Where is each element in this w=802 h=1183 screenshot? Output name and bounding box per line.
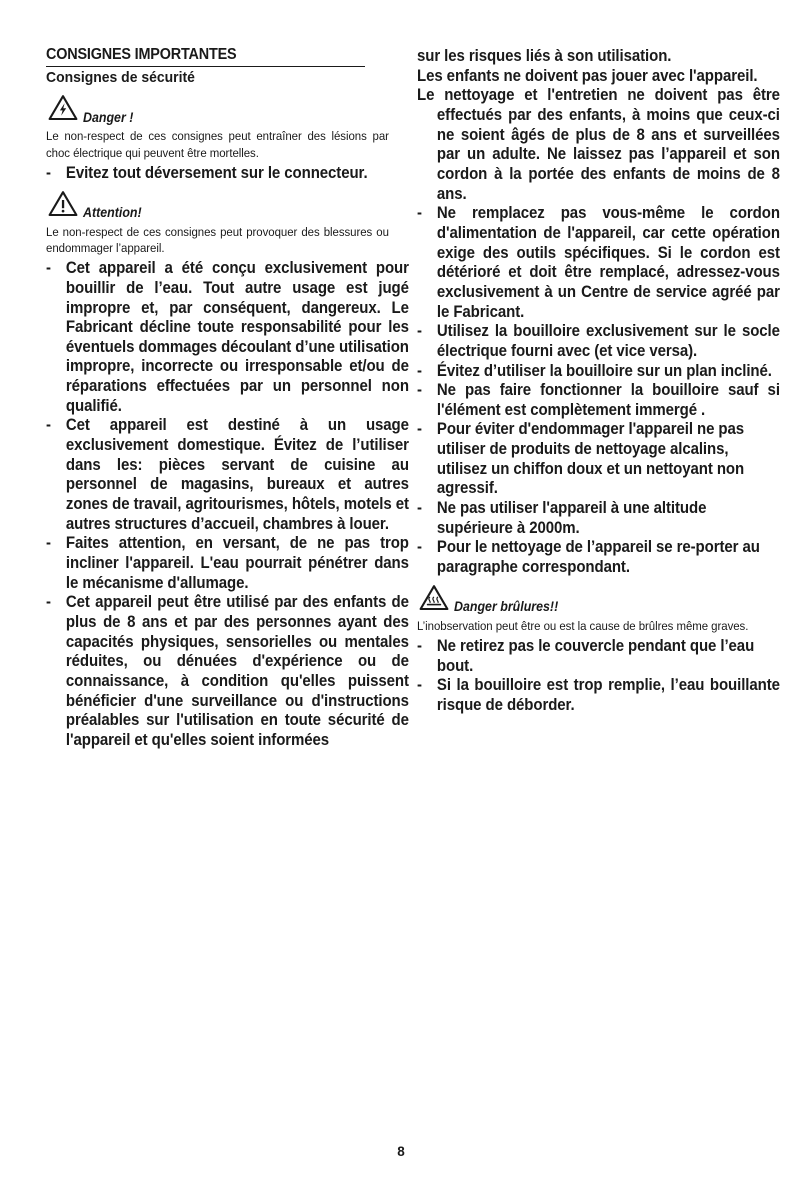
- list-bullet-dash: -: [46, 415, 51, 435]
- danger-instruction-list: [46, 163, 389, 183]
- list-bullet-dash: -: [417, 321, 422, 341]
- attention-warning-header: [48, 192, 389, 222]
- list-item: [417, 498, 780, 537]
- list-item: [46, 415, 409, 533]
- list-item: [46, 533, 409, 592]
- list-item: [46, 258, 409, 415]
- continuation-line: sur les risques liés à son utilisation.: [417, 46, 672, 65]
- page-title: CONSIGNES IMPORTANTES: [46, 46, 365, 67]
- danger-warning-header: [48, 96, 389, 126]
- warning-triangle-electric-shock-icon: [48, 94, 78, 126]
- warning-triangle-hot-surface-icon: [419, 584, 449, 616]
- list-item-text: Pour le nettoyage de l’appareil se re-porter au paragraphe correspondant.: [436, 537, 760, 577]
- list-bullet-dash: -: [417, 537, 422, 557]
- burns-warning-label: Danger brûlures!!: [454, 599, 559, 615]
- list-item-text: Ne pas faire fonctionner la bouilloire sauf si l'élément est complètement immergé .: [436, 380, 780, 419]
- burns-warning-text: L’inobservation peut être ou est la cause de brûlres même graves.: [417, 618, 749, 633]
- list-item-text: Pour éviter d'endommager l'appareil ne pas utiliser de produits de nettoyage alcalins, utilisez un chiffon doux et un nettoyant non agressif.: [436, 419, 745, 498]
- list-item-text: Ne remplacez pas vous-même le cordon d'alimentation de l'appareil, car cette opération exige des outils spécifiques. Si le cordon est détérioré et doit être remplacé, adressez-vous exclusivement à un Centre de service agréé par le Fabricant.: [436, 203, 780, 321]
- list-bullet-dash: -: [417, 498, 422, 518]
- list-item: [417, 361, 780, 381]
- list-item-text: Si la bouilloire est trop remplie, l’eau bouillante risque de déborder.: [436, 675, 780, 715]
- continuation-text: [417, 46, 780, 66]
- list-bullet-dash: -: [417, 419, 422, 439]
- right-continuation-list: [417, 46, 780, 577]
- list-item-text: Evitez tout déversement sur le connecteur.: [65, 162, 368, 182]
- left-column: [46, 46, 409, 1106]
- two-column-body: [46, 46, 780, 1106]
- burns-instruction-list: [417, 636, 780, 715]
- list-bullet-dash: -: [417, 380, 422, 400]
- list-item: [417, 203, 780, 321]
- attention-warning-label: Attention!: [83, 205, 142, 220]
- list-item-text: Le nettoyage et l'entretien ne doivent pas être effectués par des enfants, à moins que ceux-ci ne soient âgés de plus de 8 ans et surveillées par un adulte. Ne laissez pas l’appareil et son cordon à la portée des enfants de moins de 8 ans.: [417, 85, 780, 203]
- list-item: [417, 380, 780, 419]
- list-bullet-dash: -: [417, 203, 422, 223]
- list-bullet-dash: -: [46, 258, 51, 278]
- page-subtitle: Consignes de sécurité: [46, 69, 195, 87]
- warning-triangle-exclamation-icon: [48, 190, 78, 222]
- list-item: [417, 321, 780, 360]
- list-item-text: Évitez d’utiliser la bouilloire sur un plan incliné.: [436, 360, 772, 380]
- list-item: [46, 592, 409, 749]
- list-bullet-dash: -: [46, 533, 51, 553]
- list-item-text: Ne retirez pas le couvercle pendant que l’eau bout.: [436, 636, 755, 675]
- danger-warning-text: Le non-respect de ces consignes peut entraîner des lésions par choc électrique qui peuvent être mortelles.: [46, 129, 389, 160]
- list-item: [417, 636, 780, 675]
- attention-warning-text: Le non-respect de ces consignes peut provoquer des blessures ou endommager l’appareil.: [46, 224, 389, 255]
- danger-warning-label: Danger !: [83, 109, 134, 125]
- list-bullet-dash: -: [46, 592, 51, 612]
- list-item: [46, 163, 409, 183]
- list-item-text: Cet appareil est destiné à un usage exclusivement domestique. Évitez de l’utiliser dans les: pièces servant de cuisine au personnel de magasins, bureaux et autres zones de travail, agritourismes, hôtels, motels et autres structures d’accueil, chambres à louer.: [65, 415, 409, 533]
- list-item: [417, 675, 780, 714]
- list-item: [417, 537, 780, 576]
- list-item: [417, 66, 780, 86]
- list-bullet-dash: -: [417, 360, 422, 380]
- list-item: [417, 85, 780, 203]
- page-number: 8: [397, 1144, 405, 1159]
- list-bullet-dash: -: [417, 675, 422, 695]
- burns-warning-header: [419, 586, 760, 616]
- list-item: [417, 419, 780, 498]
- list-bullet-dash: -: [417, 636, 422, 656]
- list-item-text: Faites attention, en versant, de ne pas trop incliner l'appareil. L'eau pourrait pénétrer dans le mécanisme d'allumage.: [65, 533, 409, 592]
- list-bullet-dash: -: [46, 162, 51, 182]
- attention-instruction-list: [46, 258, 409, 749]
- list-item-text: Ne pas utiliser l'appareil à une altitude supérieure à 2000m.: [436, 498, 707, 537]
- list-item-text: Cet appareil a été conçu exclusivement pour bouillir de l’eau. Tout autre usage est jugé impropre et, par conséquent, dangereux. Le Fabricant décline toute responsabilité pour les éventuels dommages découlant d’une utilisation impropre, incorrecte ou irresponsable et/ou de réparations effectuées par un personnel non qualifié.: [65, 258, 409, 415]
- list-item-text: Utilisez la bouilloire exclusivement sur le socle électrique fourni avec (et vice versa).: [436, 321, 780, 360]
- list-item-text: Cet appareil peut être utilisé par des enfants de plus de 8 ans et par des personnes ayant des capacités physiques, sensorielles ou mentales réduites, ou dénuées d'expérience ou de connaissance, à condition qu'elles puissent bénéficier d'une surveillance ou d'instructions préalables sur l'utilisation en toute sécurité de l'appareil et qu'elles soient informées: [65, 592, 409, 749]
- list-item-text: Les enfants ne doivent pas jouer avec l'appareil.: [417, 65, 758, 85]
- right-column: [417, 46, 780, 1106]
